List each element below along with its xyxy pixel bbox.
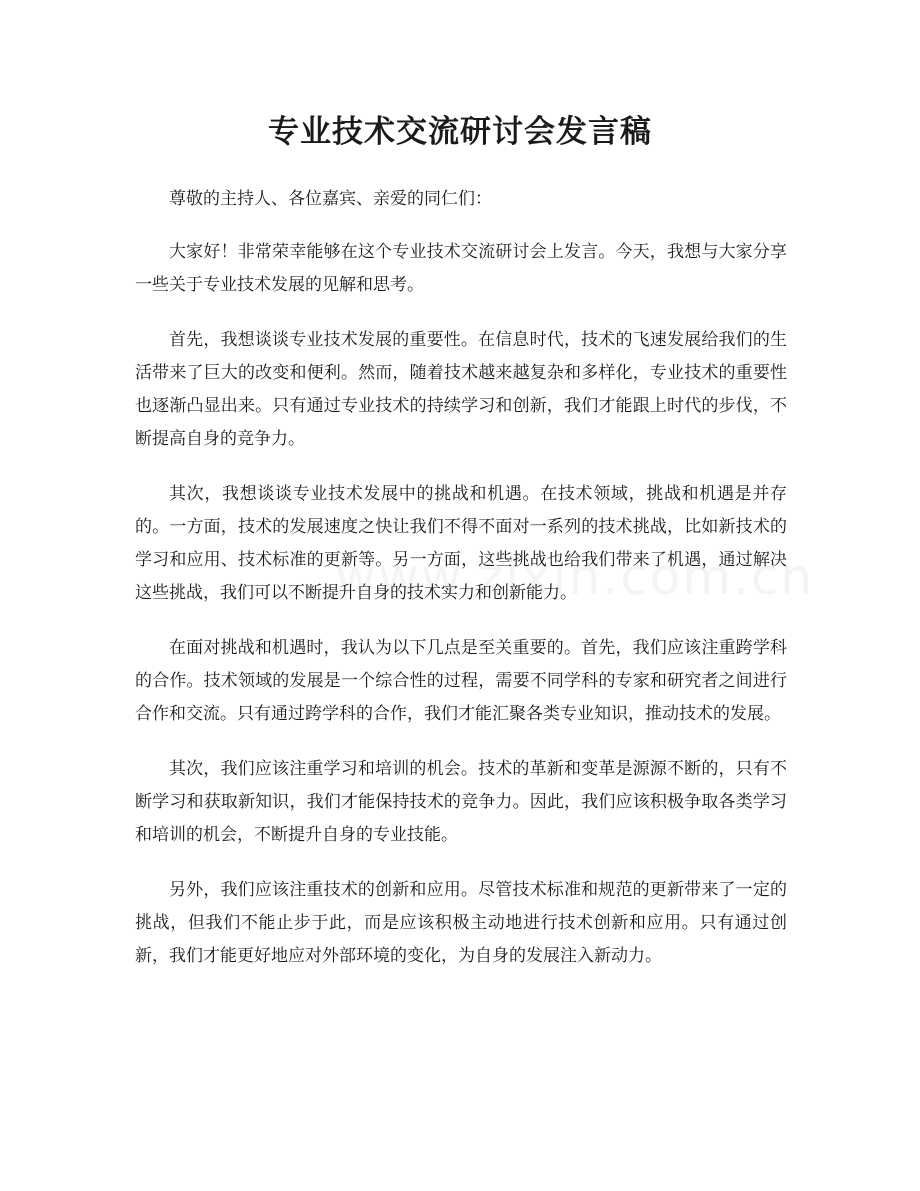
paragraph-1: 大家好！非常荣幸能够在这个专业技术交流研讨会上发言。今天，我想与大家分享一些关于专业技术发展的见解和思考。	[135, 242, 787, 295]
salutation: 尊敬的主持人、各位嘉宾、亲爱的同仁们：	[169, 189, 492, 209]
document-body	[135, 183, 787, 995]
paragraph-2: 首先，我想谈谈专业技术发展的重要性。在信息时代，技术的飞速发展给我们的生活带来了巨大的改变和便利。然而，随着技术越来越复杂和多样化，专业技术的重要性也逐渐凸显出来。只有通过专业技术的持续学习和创新，我们才能跟上时代的步伐，不断提高自身的竞争力。	[135, 330, 787, 449]
document-title: 专业技术交流研讨会发言稿	[268, 114, 652, 150]
paragraph-6: 另外，我们应该注重技术的创新和应用。尽管技术标准和规范的更新带来了一定的挑战，但我们不能止步于此，而是应该积极主动地进行技术创新和应用。只有通过创新，我们才能更好地应对外部环境的变化，为自身的发展注入新动力。	[135, 880, 787, 966]
paragraph-3: 其次，我想谈谈专业技术发展中的挑战和机遇。在技术领域，挑战和机遇是并存的。一方面，技术的发展速度之快让我们不得不面对一系列的技术挑战，比如新技术的学习和应用、技术标准的更新等。另一方面，这些挑战也给我们带来了机遇，通过解决这些挑战，我们可以不断提升自身的技术实力和创新能力。	[135, 484, 787, 603]
paragraph-5: 其次，我们应该注重学习和培训的机会。技术的革新和变革是源源不断的，只有不断学习和获取新知识，我们才能保持技术的竞争力。因此，我们应该积极争取各类学习和培训的机会，不断提升自身的专业技能。	[135, 759, 787, 845]
paragraph-4: 在面对挑战和机遇时，我认为以下几点是至关重要的。首先，我们应该注重跨学科的合作。技术领域的发展是一个综合性的过程，需要不同学科的专家和研究者之间进行合作和交流。只有通过跨学科的合作，我们才能汇聚各类专业知识，推动技术的发展。	[135, 638, 787, 724]
